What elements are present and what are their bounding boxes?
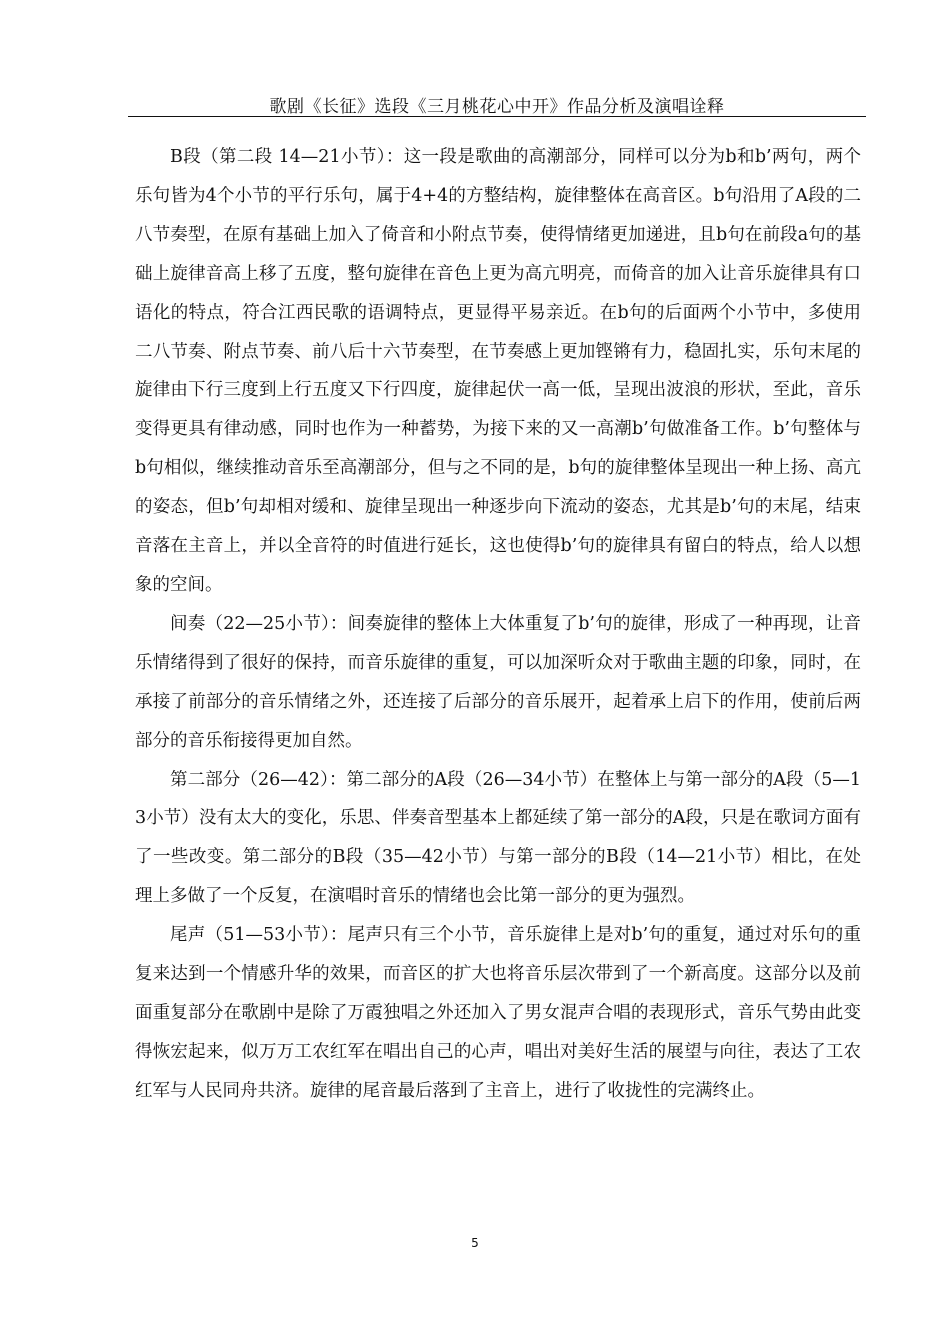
paragraph-b-section: B段（第二段 14—21小节）：这一段是歌曲的高潮部分，同样可以分为b和b’两句，两个乐句皆为4个小节的平行乐句，属于4+4的方整结构，旋律整体在高音区。b句沿用了A段的二八节奏型，在原有基础上加入了倚音和小附点节奏，使得情绪更加递进，且b句在前段a句的基础上旋律音高上移了五度，整句旋律在音色上更为高亢明亮，而倚音的加入让音乐旋律具有口语化的特点，符合江西民歌的语调特点，更显得平易亲近。在b句的后面两个小节中，多使用二八节奏、附点节奏、前八后十六节奏型，在节奏感上更加铿锵有力，稳固扎实，乐句末尾的旋律由下行三度到上行五度又下行四度，旋律起伏一高一低，呈现出波浪的形状，至此，音乐变得更具有律动感，同时也作为一种蓄势，为接下来的又一高潮b’句做准备工作。b’句整体与b句相似，继续推动音乐至高潮部分，但与之不同的是，b句的旋律整体呈现出一种上扬、高亢的姿态，但b’句却相对缓和、旋律呈现出一种逐步向下流动的姿态，尤其是b’句的末尾，结束音落在主音上，并以全音符的时值进行延长，这也使得b’句的旋律具有留白的特点，给人以想象的空间。 <box>135 147 861 595</box>
header-title: 歌剧《长征》选段《三月桃花心中开》作品分析及演唱诠释 <box>269 97 725 117</box>
page-number: 5 <box>471 1236 479 1250</box>
paragraph-coda: 尾声（51—53小节）：尾声只有三个小节，音乐旋律上是对b’句的重复，通过对乐句的重复来达到一个情感升华的效果，而音区的扩大也将音乐层次带到了一个新高度。这部分以及前面重复部分在歌剧中是除了万霞独唱之外还加入了男女混声合唱的表现形式，音乐气势由此变得恢宏起来，似万万工农红军在唱出自己的心声，唱出对美好生活的展望与向往，表达了工农红军与人民同舟共济。旋律的尾音最后落到了主音上，进行了收拢性的完满终止。 <box>135 925 861 1101</box>
document-body <box>135 138 861 1111</box>
paragraph-part-two: 第二部分（26—42）：第二部分的A段（26—34小节）在整体上与第一部分的A段（5—13小节）没有太大的变化，乐思、伴奏音型基本上都延续了第一部分的A段，只是在歌词方面有了一些改变。第二部分的B段（35—42小节）与第一部分的B段（14—21小节）相比，在处理上多做了一个反复，在演唱时音乐的情绪也会比第一部分的更为强烈。 <box>135 769 861 907</box>
page-header <box>128 90 866 117</box>
paragraph-interlude: 间奏（22—25小节）：间奏旋律的整体上大体重复了b’句的旋律，形成了一种再现，让音乐情绪得到了很好的保持，而音乐旋律的重复，可以加深听众对于歌曲主题的印象，同时，在承接了前部分的音乐情绪之外，还连接了后部分的音乐展开，起着承上启下的作用，使前后两部分的音乐衔接得更加自然。 <box>135 613 861 751</box>
